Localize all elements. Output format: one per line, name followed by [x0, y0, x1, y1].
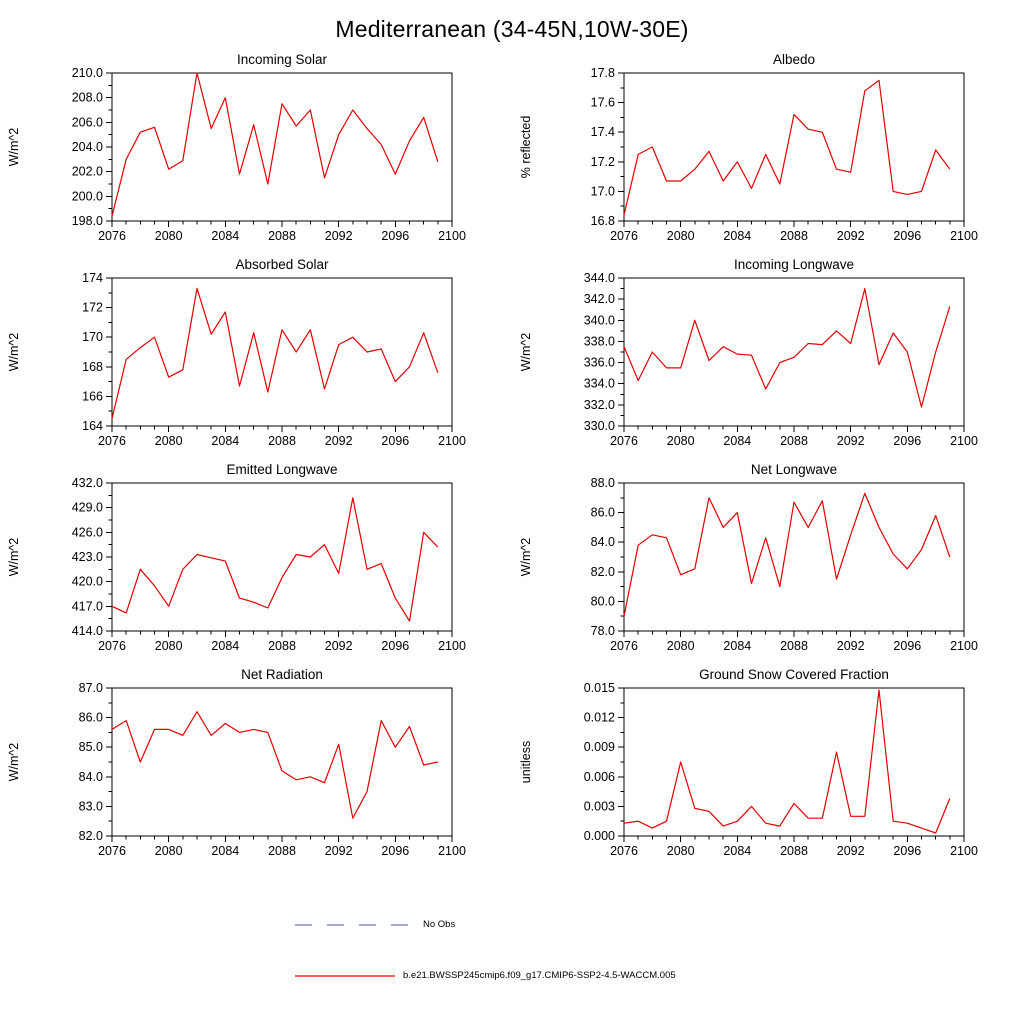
panel-emitted-longwave	[0, 461, 512, 666]
svg-text:2080: 2080	[154, 229, 183, 243]
svg-text:2096: 2096	[381, 844, 410, 858]
legend-row-run	[295, 970, 1024, 981]
svg-text:2096: 2096	[893, 434, 922, 448]
charts-grid	[0, 51, 1024, 871]
svg-text:174: 174	[82, 271, 103, 285]
svg-text:86.0: 86.0	[590, 505, 615, 520]
svg-text:2080: 2080	[666, 844, 695, 858]
svg-text:2088: 2088	[780, 639, 808, 653]
svg-text:164: 164	[82, 419, 103, 433]
svg-text:2088: 2088	[780, 844, 808, 858]
svg-text:2092: 2092	[324, 229, 353, 243]
svg-text:84.0: 84.0	[590, 535, 615, 550]
svg-text:2084: 2084	[211, 844, 240, 858]
svg-text:W/m^2: W/m^2	[519, 537, 533, 577]
svg-text:82.0: 82.0	[78, 829, 103, 843]
svg-text:2080: 2080	[666, 229, 695, 243]
svg-text:17.4: 17.4	[590, 125, 615, 140]
svg-text:2076: 2076	[610, 844, 638, 858]
svg-text:W/m^2: W/m^2	[7, 127, 21, 167]
svg-text:2076: 2076	[98, 639, 126, 653]
legend	[295, 919, 1024, 981]
svg-text:78.0: 78.0	[590, 624, 615, 638]
svg-text:2100: 2100	[950, 639, 978, 653]
svg-text:172: 172	[82, 300, 103, 315]
svg-text:82.0: 82.0	[590, 564, 615, 579]
svg-text:0.015: 0.015	[583, 681, 615, 695]
svg-text:414.0: 414.0	[71, 624, 103, 638]
svg-text:2092: 2092	[324, 434, 353, 448]
no-obs-label: No Obs	[423, 919, 456, 930]
svg-text:206.0: 206.0	[71, 115, 103, 130]
svg-text:2084: 2084	[211, 639, 240, 653]
svg-text:2084: 2084	[211, 434, 240, 448]
svg-text:2100: 2100	[438, 639, 466, 653]
svg-text:17.2: 17.2	[590, 154, 615, 169]
svg-text:% reflected: % reflected	[519, 115, 533, 179]
panel-net-longwave	[512, 461, 1024, 666]
svg-text:168: 168	[82, 359, 103, 374]
page-title: Mediterranean (34-45N,10W-30E)	[335, 16, 689, 42]
svg-text:2096: 2096	[893, 229, 922, 243]
svg-text:84.0: 84.0	[78, 769, 103, 784]
svg-text:2088: 2088	[268, 229, 296, 243]
svg-text:2088: 2088	[780, 434, 808, 448]
svg-text:0.000: 0.000	[583, 829, 615, 843]
panel-snow-fraction	[512, 666, 1024, 871]
svg-text:210.0: 210.0	[71, 66, 103, 80]
svg-text:2080: 2080	[666, 434, 695, 448]
svg-text:342.0: 342.0	[583, 292, 615, 307]
chart-incoming-longwave	[512, 256, 1024, 461]
svg-text:2076: 2076	[610, 434, 638, 448]
svg-text:87.0: 87.0	[78, 681, 103, 695]
svg-text:332.0: 332.0	[583, 397, 615, 412]
svg-text:2096: 2096	[893, 639, 922, 653]
svg-text:Incoming Longwave: Incoming Longwave	[733, 257, 855, 272]
svg-text:Incoming Solar: Incoming Solar	[236, 52, 328, 67]
svg-text:2100: 2100	[438, 434, 466, 448]
svg-text:17.0: 17.0	[590, 184, 615, 199]
svg-text:2100: 2100	[438, 844, 466, 858]
panel-incoming-longwave	[512, 256, 1024, 461]
svg-text:426.0: 426.0	[71, 525, 103, 540]
svg-text:2092: 2092	[836, 229, 865, 243]
svg-text:17.6: 17.6	[590, 95, 615, 110]
svg-text:166: 166	[82, 389, 103, 404]
chart-absorbed-solar	[0, 256, 512, 461]
svg-text:17.8: 17.8	[590, 66, 615, 80]
svg-text:2088: 2088	[780, 229, 808, 243]
svg-text:2088: 2088	[268, 844, 296, 858]
svg-text:86.0: 86.0	[78, 710, 103, 725]
svg-text:2088: 2088	[268, 639, 296, 653]
svg-text:2076: 2076	[98, 434, 126, 448]
chart-net-longwave	[512, 461, 1024, 666]
svg-text:W/m^2: W/m^2	[7, 332, 21, 372]
svg-text:2092: 2092	[836, 639, 865, 653]
svg-text:2080: 2080	[154, 639, 183, 653]
svg-text:344.0: 344.0	[583, 271, 615, 285]
svg-text:W/m^2: W/m^2	[519, 332, 533, 372]
svg-text:Albedo: Albedo	[772, 52, 816, 67]
panel-net-radiation	[0, 666, 512, 871]
svg-text:Emitted Longwave: Emitted Longwave	[226, 462, 338, 477]
svg-text:2080: 2080	[666, 639, 695, 653]
svg-text:83.0: 83.0	[78, 799, 103, 814]
svg-text:198.0: 198.0	[71, 214, 103, 228]
svg-text:200.0: 200.0	[71, 189, 103, 204]
svg-text:0.009: 0.009	[583, 740, 615, 755]
chart-albedo	[512, 51, 1024, 256]
svg-text:202.0: 202.0	[71, 164, 103, 179]
svg-text:W/m^2: W/m^2	[7, 537, 21, 577]
svg-text:2096: 2096	[381, 229, 410, 243]
run-label: b.e21.BWSSP245cmip6.f09_g17.CMIP6-SSP2-4.5-WACCM.005	[403, 970, 676, 981]
chart-net-radiation	[0, 666, 512, 871]
svg-text:Ground Snow Covered Fraction: Ground Snow Covered Fraction	[699, 667, 889, 682]
svg-text:338.0: 338.0	[583, 334, 615, 349]
svg-text:0.006: 0.006	[583, 769, 615, 784]
svg-text:2084: 2084	[723, 434, 752, 448]
svg-text:2092: 2092	[836, 434, 865, 448]
svg-text:423.0: 423.0	[71, 550, 103, 564]
svg-text:204.0: 204.0	[71, 140, 103, 154]
svg-text:2084: 2084	[723, 844, 752, 858]
run-line-icon	[295, 971, 395, 981]
svg-text:2084: 2084	[723, 639, 752, 653]
svg-text:unitless: unitless	[519, 740, 533, 784]
chart-incoming-solar	[0, 51, 512, 256]
svg-text:16.8: 16.8	[590, 214, 615, 228]
svg-text:2096: 2096	[381, 639, 410, 653]
svg-text:85.0: 85.0	[78, 740, 103, 755]
svg-text:2076: 2076	[98, 844, 126, 858]
svg-text:340.0: 340.0	[583, 313, 615, 328]
svg-text:170: 170	[82, 330, 103, 345]
legend-row-no-obs	[295, 919, 1024, 930]
panel-absorbed-solar	[0, 256, 512, 461]
svg-text:2100: 2100	[950, 844, 978, 858]
svg-text:80.0: 80.0	[590, 594, 615, 609]
svg-text:2076: 2076	[610, 639, 638, 653]
svg-text:Absorbed Solar: Absorbed Solar	[235, 257, 329, 272]
svg-text:2084: 2084	[723, 229, 752, 243]
svg-text:334.0: 334.0	[583, 376, 615, 391]
svg-text:2092: 2092	[324, 639, 353, 653]
svg-text:Net Radiation: Net Radiation	[241, 667, 323, 682]
svg-text:2096: 2096	[381, 434, 410, 448]
svg-text:2084: 2084	[211, 229, 240, 243]
panel-albedo	[512, 51, 1024, 256]
svg-text:0.003: 0.003	[583, 799, 615, 814]
svg-text:432.0: 432.0	[71, 476, 103, 490]
svg-text:2076: 2076	[98, 229, 126, 243]
svg-text:420.0: 420.0	[71, 574, 103, 589]
svg-text:2092: 2092	[324, 844, 353, 858]
svg-text:2092: 2092	[836, 844, 865, 858]
svg-text:0.012: 0.012	[583, 710, 615, 725]
svg-text:2080: 2080	[154, 844, 183, 858]
chart-emitted-longwave	[0, 461, 512, 666]
svg-text:2080: 2080	[154, 434, 183, 448]
svg-text:417.0: 417.0	[71, 599, 103, 614]
svg-text:208.0: 208.0	[71, 90, 103, 105]
svg-text:2096: 2096	[893, 844, 922, 858]
no-obs-dashed-line-icon	[295, 920, 415, 930]
svg-text:2088: 2088	[268, 434, 296, 448]
svg-text:2076: 2076	[610, 229, 638, 243]
svg-text:429.0: 429.0	[71, 500, 103, 515]
chart-snow-fraction	[512, 666, 1024, 871]
svg-text:336.0: 336.0	[583, 355, 615, 370]
svg-text:88.0: 88.0	[590, 476, 615, 490]
svg-text:330.0: 330.0	[583, 419, 615, 433]
panel-incoming-solar	[0, 51, 512, 256]
svg-text:2100: 2100	[950, 434, 978, 448]
svg-text:2100: 2100	[438, 229, 466, 243]
svg-text:W/m^2: W/m^2	[7, 742, 21, 782]
svg-text:Net Longwave: Net Longwave	[750, 462, 838, 477]
svg-text:2100: 2100	[950, 229, 978, 243]
